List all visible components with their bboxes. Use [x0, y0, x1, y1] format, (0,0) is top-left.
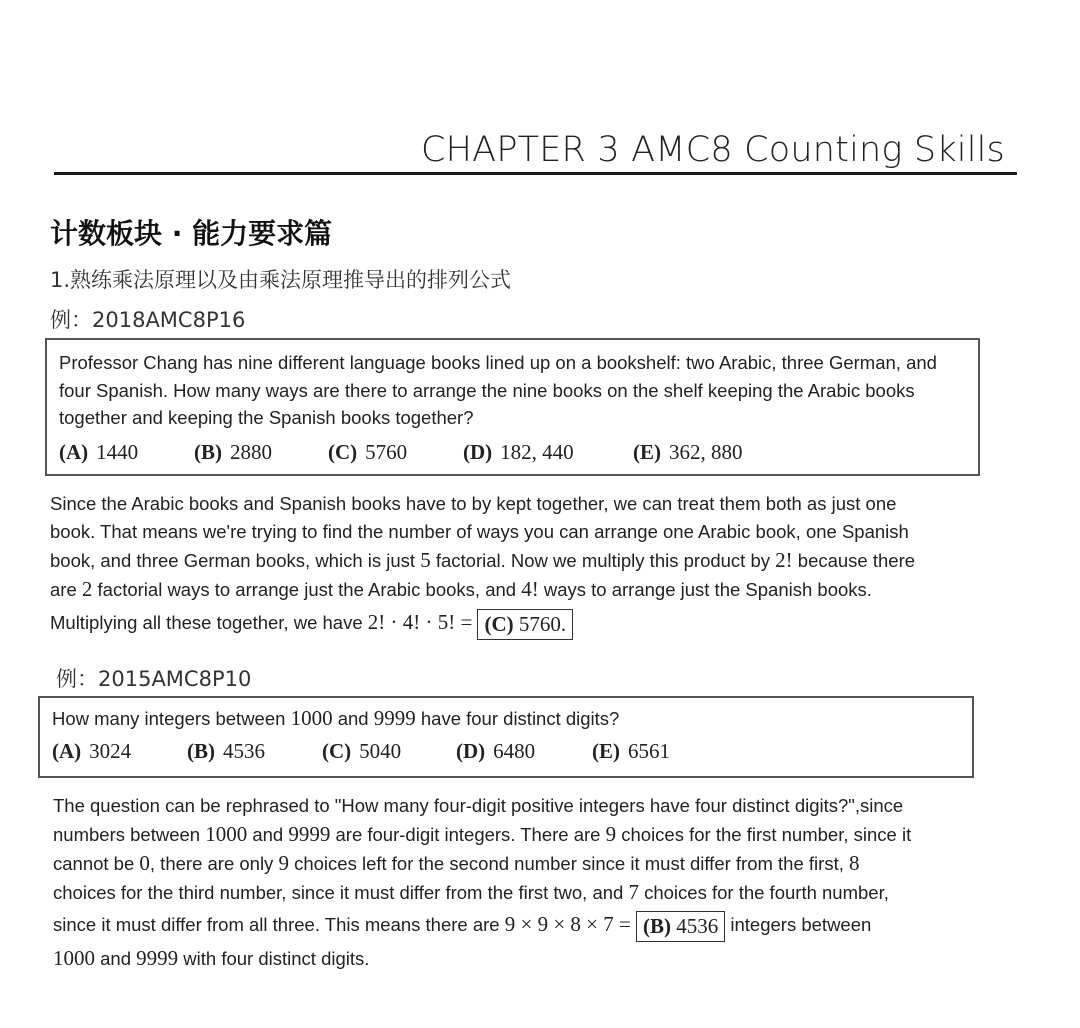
solution-line: choices for the third number, since it must differ from the first two, and 7 choices for the fourth number,	[53, 880, 889, 904]
example-1-problem-box	[45, 338, 980, 476]
solution-line: since it must differ from all three. This means there are 9 × 9 × 8 × 7 = (B) 4536 integers between	[53, 910, 911, 942]
skill-requirement-1: 1.熟练乘法原理以及由乘法原理推导出的排列公式	[50, 268, 512, 292]
example-2-problem-box	[38, 696, 974, 778]
problem-line: Professor Chang has nine different language books lined up on a bookshelf: two Arabic, three German, and	[59, 352, 937, 373]
solution-line: cannot be 0, there are only 9 choices left for the second number since it must differ from the first, 8	[53, 851, 860, 875]
choice-b: (B) 4536	[187, 738, 265, 763]
choice-d: (D) 182, 440	[463, 439, 574, 464]
solution-line: book, and three German books, which is just 5 factorial. Now we multiply this product by 2! because there	[50, 548, 916, 572]
choice-a: (A) 3024	[52, 738, 132, 763]
boxed-answer: (B) 4536	[636, 911, 725, 942]
solution-line: 1000 and 9999 with four distinct digits.	[53, 945, 370, 970]
section-heading: 计数板块 · 能力要求篇	[50, 217, 333, 250]
example-1-solution	[50, 490, 915, 640]
solution-line: Multiplying all these together, we have 2! · 4! · 5! = (C) 5760.	[50, 608, 915, 640]
choice-a: (A) 1440	[59, 439, 139, 464]
example-2-problem-text: How many integers between 1000 and 9999 have four distinct digits?	[52, 706, 620, 730]
example-2-label: 例：2015AMC8P10	[56, 667, 252, 691]
solution-line: are 2 factorial ways to arrange just the Arabic books, and 4! ways to arrange just the Spanish books.	[50, 577, 872, 601]
choice-b: (B) 2880	[194, 439, 272, 464]
boxed-answer: (C) 5760.	[477, 609, 573, 640]
solution-line: numbers between 1000 and 9999 are four-digit integers. There are 9 choices for the first number, since it	[53, 822, 912, 846]
choice-e: (E) 6561	[592, 738, 670, 763]
example-1-label: 例：2018AMC8P16	[50, 308, 246, 332]
example-1-choices	[59, 440, 978, 465]
chapter-title: CHAPTER 3 AMC8 Counting Skills	[421, 130, 1005, 170]
problem-line: together and keeping the Spanish books together?	[59, 407, 474, 428]
choice-e: (E) 362, 880	[633, 439, 743, 464]
solution-line: book. That means we're trying to find the number of ways you can arrange one Arabic book, one Spanish	[50, 521, 909, 542]
choice-c: (C) 5760	[328, 439, 408, 464]
example-2-solution	[53, 792, 911, 973]
choice-c: (C) 5040	[322, 738, 402, 763]
solution-line: Since the Arabic books and Spanish books have to by kept together, we can treat them both as just one	[50, 493, 897, 514]
choice-d: (D) 6480	[456, 738, 536, 763]
solution-line: The question can be rephrased to "How many four-digit positive integers have four distinct digits?",since	[53, 795, 904, 816]
example-1-problem-text	[59, 349, 978, 432]
chapter-divider	[54, 172, 1017, 175]
example-2-choices	[52, 739, 972, 764]
problem-line: four Spanish. How many ways are there to arrange the nine books on the shelf keeping the Arabic books	[59, 379, 915, 401]
